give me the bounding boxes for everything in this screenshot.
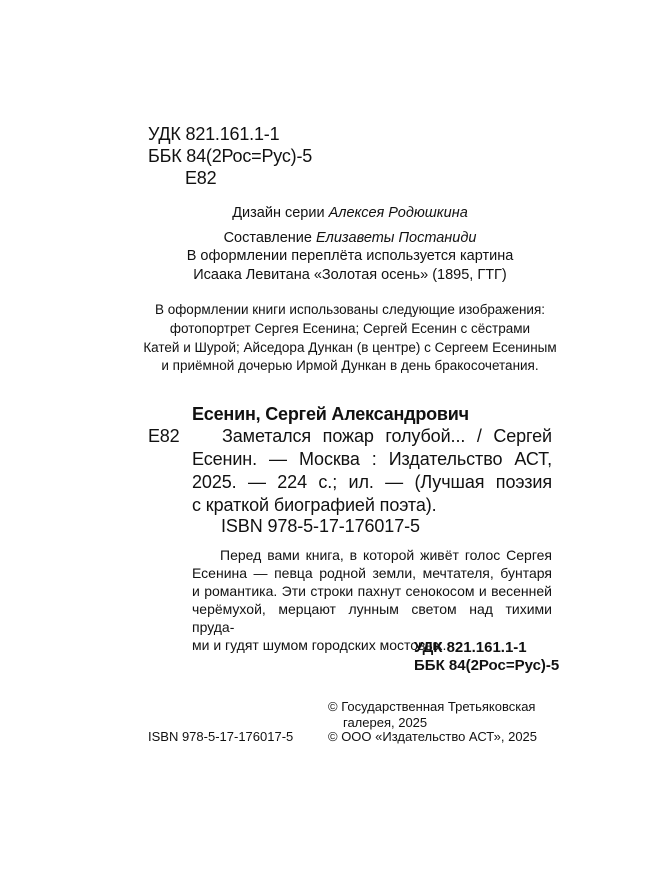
compile-credit [0,228,650,248]
cover-credit-line-2: Исаака Левитана «Золотая осень» (1895, ГТГ) [193,267,507,283]
images-note-line: Катей и Шурой; Айседора Дункан (в центре) с Сергеем Есениным [143,340,557,355]
copyright-gallery-line-1: © Государственная Третьяковская [328,699,536,714]
compile-name: Елизаветы Постаниди [316,230,477,246]
annotation-line: черёмухой, мерцают лунным светом над тихими пруда- [192,601,552,635]
design-prefix: Дизайн серии [232,205,329,221]
bbk-code: ББК 84(2Рос=Рус)-5 [148,146,313,166]
entry-line: 2025. — 224 с.; ил. — (Лучшая поэзия [192,472,552,492]
annotation-line: ми и гудят шумом городских мостовых. [192,637,447,653]
design-name: Алексея Родюшкина [328,205,468,221]
entry-line: с краткой биографией поэта). [192,495,437,515]
bottom-bbk: ББК 84(2Рос=Рус)-5 [414,657,560,674]
compile-prefix: Составление [223,230,317,246]
udk-code: УДК 821.161.1-1 [148,124,280,144]
footer-isbn: ISBN 978-5-17-176017-5 [148,729,294,744]
cover-credit-line-1: В оформлении переплёта используется картина [186,248,514,264]
bottom-udk: УДК 821.161.1-1 [414,639,527,656]
entry-line: Заметался пожар голубой... / Сергей [222,426,552,446]
entry-sign: Е82 [148,426,180,446]
design-credit [0,203,650,223]
entry-isbn: ISBN 978-5-17-176017-5 [221,516,420,536]
images-note-line: фотопортрет Сергея Есенина; Сергей Есенин с сёстрами [169,321,531,336]
copyright-publisher: © ООО «Издательство АСТ», 2025 [328,729,538,744]
entry-author: Есенин, Сергей Александрович [192,404,469,424]
entry-description [192,425,552,517]
images-note-line: и приёмной дочерью Ирмой Дункан в день бракосочетания. [161,358,539,373]
annotation-line: и романтика. Эти строки пахнут сенокосом и весенней [192,583,552,599]
copyright-gallery-line-2: галерея, 2025 [343,715,428,730]
annotation-line: Перед вами книга, в которой живёт голос Сергея [220,547,552,563]
entry-line: Есенин. — Москва : Издательство АСТ, [192,449,552,469]
images-note-line: В оформлении книги использованы следующие изображения: [154,302,546,317]
annotation-line: Есенина — певца родной земли, мечтателя, бунтаря [192,565,552,581]
author-sign: Е82 [185,168,217,188]
